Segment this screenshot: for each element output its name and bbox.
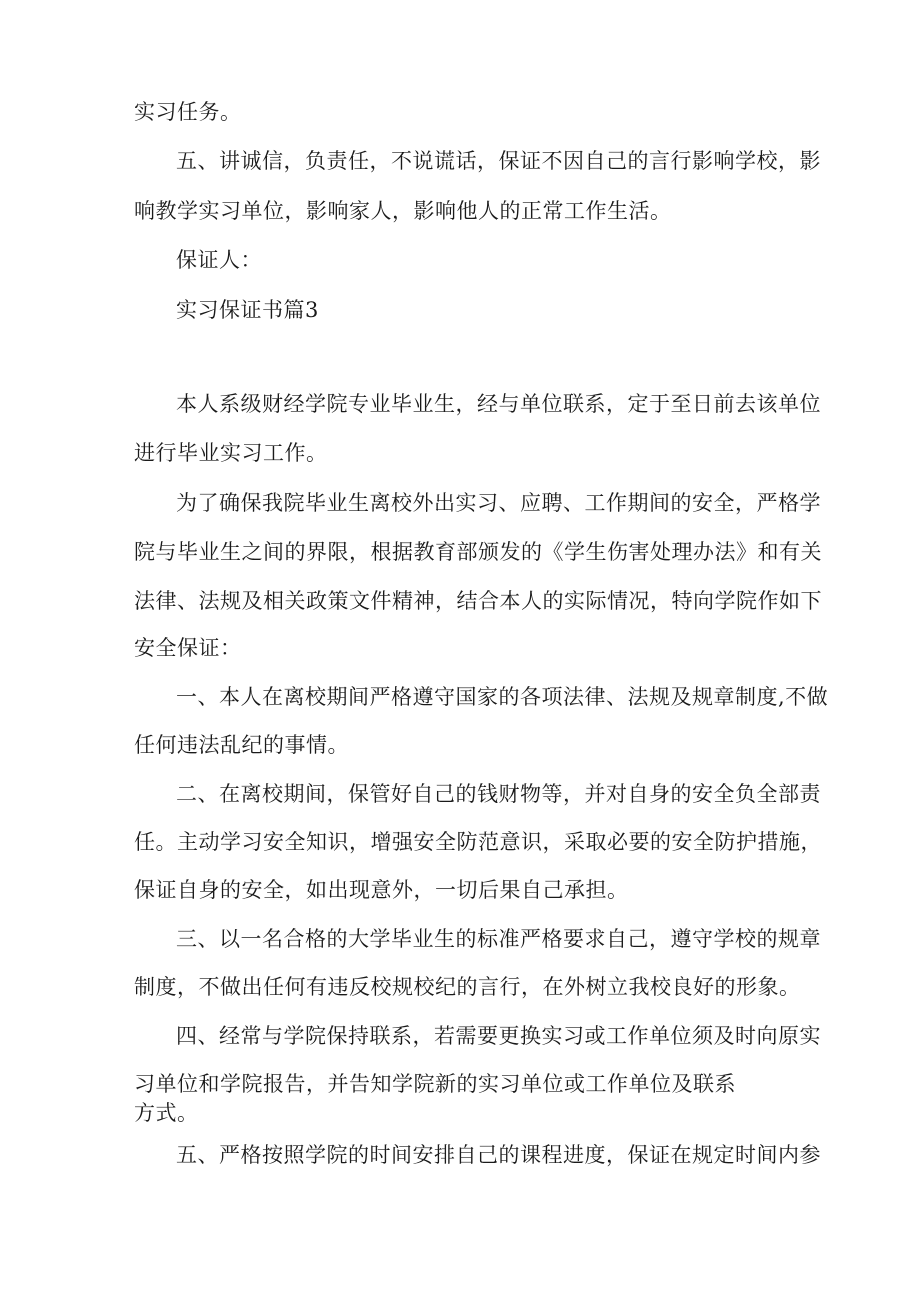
- text-line: 任何违法乱纪的事情。: [134, 733, 349, 757]
- section-heading: 实习保证书篇3: [176, 298, 319, 322]
- text-line: 任。主动学习安全知识，增强安全防范意识，采取必要的安全防护措施，: [134, 830, 822, 854]
- text-line: 院与毕业生之间的界限，根据教育部颁发的《学生伤害处理办法》和有关: [134, 540, 822, 564]
- text-line: 四、经常与学院保持联系，若需要更换实习或工作单位须及时向原实: [176, 1024, 821, 1048]
- text-line: 本人系级财经学院专业毕业生，经与单位联系，定于至日前去该单位: [176, 392, 821, 416]
- text-line: 五、严格按照学院的时间安排自己的课程进度，保证在规定时间内参: [176, 1143, 821, 1167]
- text-line: 保证自身的安全，如出现意外，一切后果自己承担。: [134, 878, 629, 902]
- text-line: 五、讲诚信，负责任，不说谎话，保证不因自己的言行影响学校，影: [176, 149, 821, 173]
- text-line: 二、在离校期间，保管好自己的钱财物等，并对自身的安全负全部责: [176, 782, 821, 806]
- text-line: 方式。: [134, 1101, 199, 1125]
- text-line: 为了确保我院毕业生离校外出实习、应聘、工作期间的安全，严格学: [176, 491, 821, 515]
- text-line: 制度，不做出任何有违反校规校纪的言行，在外树立我校良好的形象。: [134, 975, 801, 999]
- text-line: 习单位和学院报告，并告知学院新的实习单位或工作单位及联系: [134, 1072, 736, 1096]
- text-line: 进行毕业实习工作。: [134, 441, 328, 465]
- text-line: 响教学实习单位，影响家人，影响他人的正常工作生活。: [134, 199, 672, 223]
- text-line: 保证人：: [176, 248, 262, 272]
- text-line: 法律、法规及相关政策文件精神，结合本人的实际情况，特向学院作如下: [134, 589, 822, 613]
- text-line: 实习任务。: [134, 100, 242, 124]
- text-line: 一、本人在离校期间严格遵守国家的各项法律、法规及规章制度,不做: [176, 685, 829, 709]
- text-line: 安全保证：: [134, 636, 242, 660]
- text-line: 三、以一名合格的大学毕业生的标准严格要求自己，遵守学校的规章: [176, 927, 821, 951]
